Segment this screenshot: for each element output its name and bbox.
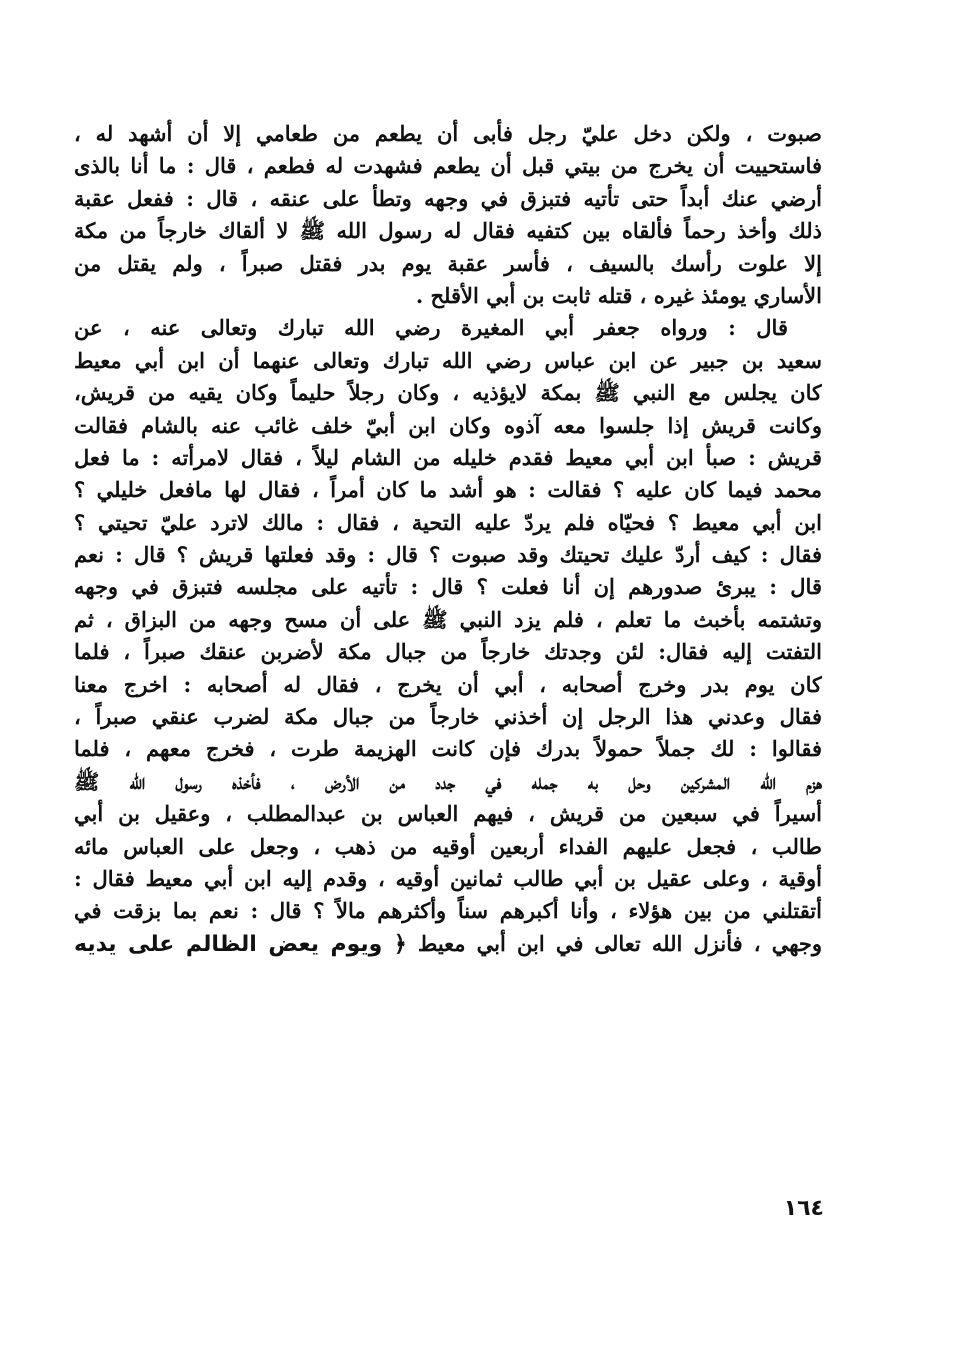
text-line-26-main: وجهي ، فأنزل الله تعالى في ابن أبي معيط	[417, 930, 822, 956]
text-line-16: وتشتمه بأخبث ما تعلم ، فلم يزد النبي ﷺ على أن مسح وجهه من البزاق ، ثم	[74, 606, 822, 632]
text-line-22: أسيراً في سبعين من قريش ، فيهم العباس بن عبدالمطلب ، وعقيل بن أبي	[74, 801, 822, 827]
text-line-6: الأساري يومئذ غيره ، قتله ثابت بن أبي الأقلح .	[415, 282, 822, 308]
text-line-3: أرضي عنك أبداً حتى تأتيه فتبزق في وجهه وتطأ على عنقه ، قال : ففعل عقبة	[74, 185, 822, 211]
page-number: ١٦٤	[783, 1196, 824, 1221]
text-line-18: كان يوم بدر وخرج أصحابه ، أبي أن يخرج ، فقال له أصحابه : اخرج معنا	[74, 671, 822, 697]
body-text	[74, 118, 822, 960]
text-line-26	[74, 928, 822, 960]
text-line-24: أوقية ، وعلى عقيل بن أبي طالب ثمانين أوقيه ، وقدم إليه ابن أبي معيط فقال :	[74, 865, 822, 891]
text-line-17: التفتت إليه فقال: لئن وجدتك خارجاً من جبال مكة لأضربن عنقك صبراً ، فلما	[74, 639, 822, 665]
text-line-13: ابن أبي معيط ؟ فحيّاه فلم يردّ عليه التحية ، فقال : مالك لاترد عليّ تحيتي ؟	[74, 509, 822, 535]
text-line-7: قال : ورواه جعفر أبي المغيرة رضي الله تبارك وتعالى عنه ، عن	[74, 315, 788, 341]
text-line-2: فاستحييت أن يخرج من بيتي قبل أن يطعم فشهدت له فطعم ، قال : ما أنا بالذى	[74, 153, 822, 179]
text-line-10: وكانت قريش إذا جلسوا معه آذوه وكان ابن أبيّ خلف غائب عنه بالشام فقالت	[74, 412, 822, 438]
text-line-20: فقالوا : لك جملاً حمولاً بدرك فإن كانت الهزيمة طرت ، فخرج معهم ، فلما	[74, 736, 822, 762]
quran-phrase: ﴿ ويوم يعض الظالم على يديه	[74, 931, 407, 957]
text-line-15: قال : يبرئ صدورهم إن أنا فعلت ؟ قال : تأتيه على مجلسه فتبزق في وجهه	[74, 574, 822, 600]
text-line-14: فقال : كيف أردّ عليك تحيتك وقد صبوت ؟ قال : وقد فعلتها قريش ؟ قال : نعم	[74, 542, 822, 568]
text-line-9: كان يجلس مع النبي ﷺ بمكة لايؤذيه ، وكان رجلاً حليماً وكان يقيه من قريش،	[74, 380, 822, 406]
text-line-5: إلا علوت رأسك بالسيف ، فأسر عقبة يوم بدر فقتل صبراً ، ولم يقتل من	[74, 250, 822, 276]
text-line-23: طالب ، فجعل عليهم الفداء أربعين أوقيه من ذهب ، وجعل على العباس مائه	[74, 833, 822, 859]
text-line-19: فقال وعدني هذا الرجل إن أخذني خارجاً من جبال مكة لضرب عنقي صبراً ،	[74, 704, 822, 730]
text-line-1: صبوت ، ولكن دخل عليّ رجل فأبى أن يطعم من طعامي إلا أن أشهد له ،	[74, 121, 822, 146]
text-line-8: سعيد بن جبير عن ابن عباس رضي الله تبارك وتعالى عنهما أن ابن أبي معيط	[74, 347, 822, 373]
text-line-4: ذلك وأخذ رحماً فألقاه بين كتفيه فقال له رسول الله ﷺ لا ألقاك خارجاً من مكة	[74, 218, 822, 244]
text-line-25: أتقتلني من بين هؤلاء ، وأنا أكبرهم سناً وأكثرهم مالاً ؟ قال : نعم بما بزقت في	[74, 898, 822, 924]
text-line-21: هزم الله المشركين وحل به جمله في جدد من الأرض ، فأخذه رسول الله ﷺ	[74, 768, 822, 794]
text-line-11: قريش : صبأ ابن أبي معيط فقدم خليله من الشام ليلاً ، فقال لامرأته : ما فعل	[74, 444, 822, 470]
text-line-12: محمد فيما كان عليه ؟ فقالت : هو أشد ما كان أمراً ، فقال لها مافعل خليلي ؟	[74, 477, 822, 503]
